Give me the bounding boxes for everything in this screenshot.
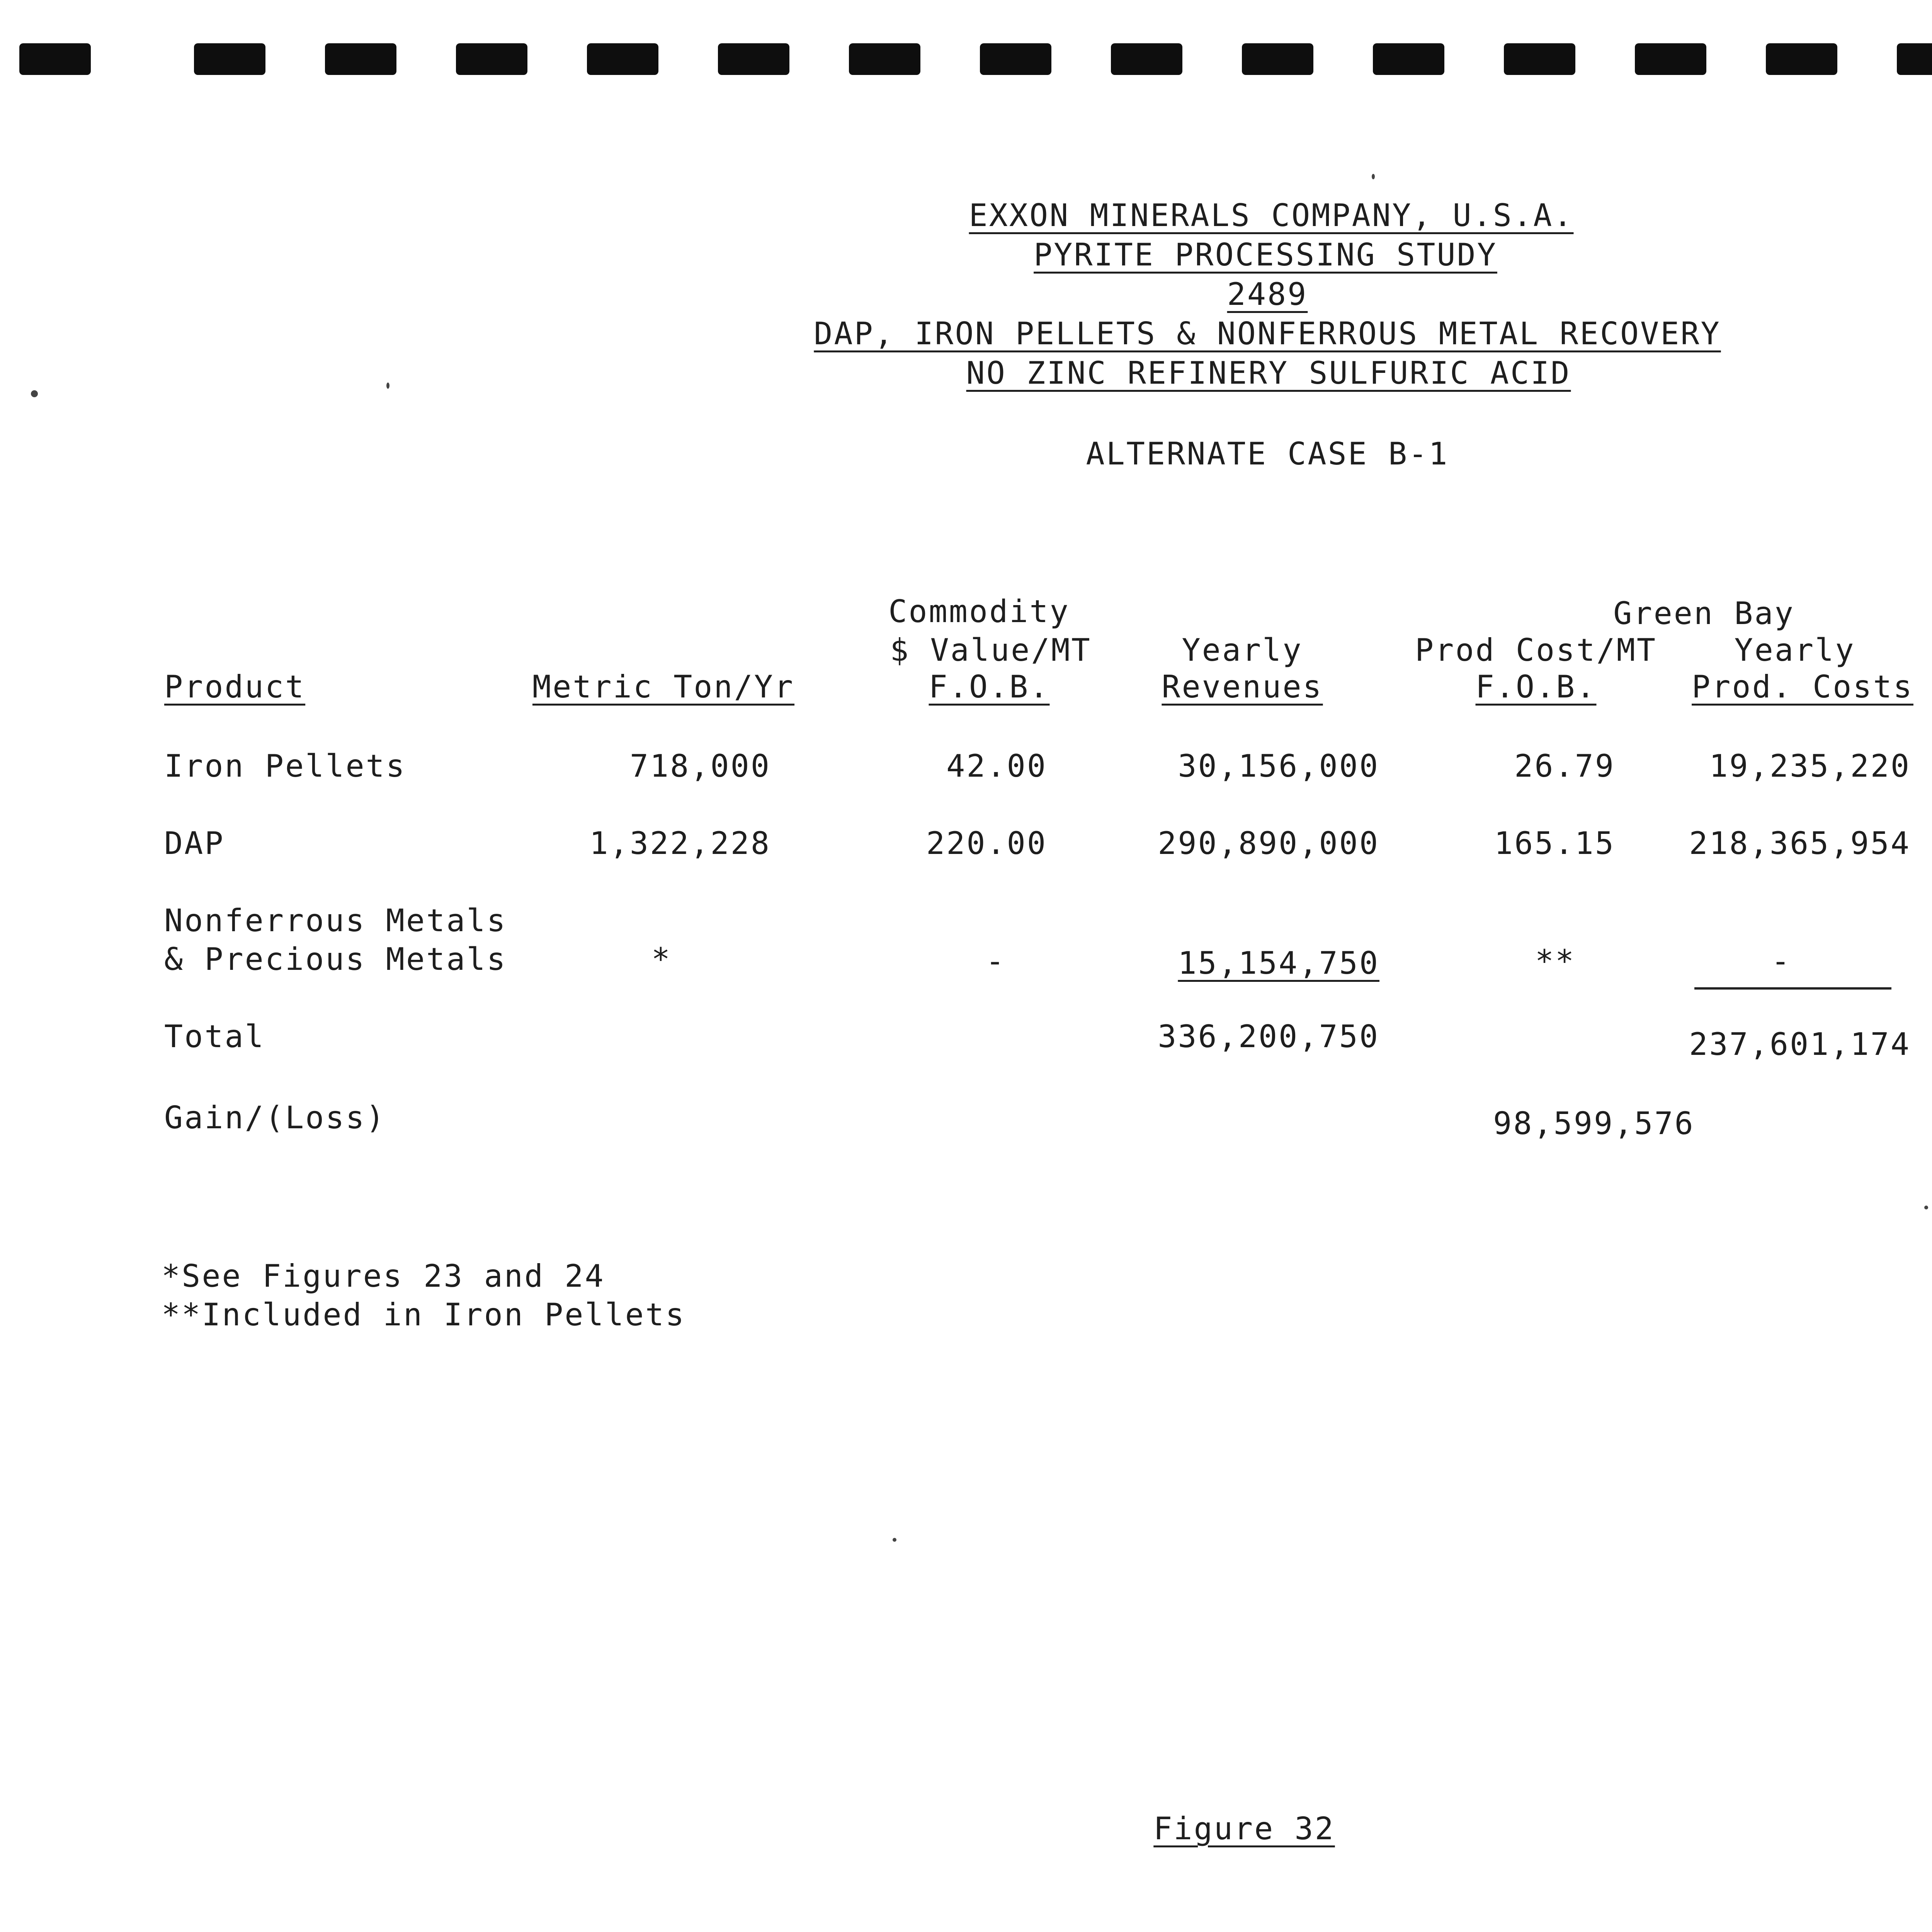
case-title: ALTERNATE CASE B-1 <box>1086 436 1449 472</box>
table-cell-commodity: - <box>985 943 1006 979</box>
perforation-hole <box>1373 43 1444 75</box>
col-header-commodity-value: $ Value/MT <box>890 632 1092 668</box>
perforation-hole <box>849 43 920 75</box>
table-cell-metric-ton: 718,000 <box>629 748 771 784</box>
perforation-hole <box>1504 43 1575 75</box>
table-row-product-line2: & Precious Metals <box>164 941 507 977</box>
perforation-hole <box>325 43 396 75</box>
table-cell-gb-cost: 165.15 <box>1494 825 1615 861</box>
footnote-two: **Included in Iron Pellets <box>162 1297 686 1333</box>
perforation-hole <box>1111 43 1182 75</box>
col-header-gb-prod-cost: Prod Cost/MT <box>1415 632 1657 668</box>
col-header-commodity-fob: F.O.B. <box>929 669 1050 705</box>
table-cell-gb-yearly: - <box>1771 943 1792 979</box>
perforation-hole <box>587 43 658 75</box>
table-cell-metric-ton: 1,322,228 <box>589 825 771 861</box>
study-title: PYRITE PROCESSING STUDY <box>1034 237 1497 273</box>
table-cell-revenues: 290,890,000 <box>1158 825 1379 861</box>
perforation-hole <box>19 43 91 75</box>
table-cell-revenues: 15,154,750 <box>1178 945 1379 981</box>
scan-speck <box>386 383 389 389</box>
table-row-product: Nonferrous Metals <box>164 903 507 939</box>
perforation-hole <box>456 43 527 75</box>
col-header-revenues: Revenues <box>1162 669 1323 705</box>
table-row-product: Iron Pellets <box>164 748 406 784</box>
perforation-hole <box>1766 43 1837 75</box>
col-header-gb-yearly: Yearly <box>1734 632 1855 668</box>
table-cell-gb-yearly: 218,365,954 <box>1689 825 1911 861</box>
company-title: EXXON MINERALS COMPANY, U.S.A. <box>969 197 1574 233</box>
perforation-hole <box>980 43 1051 75</box>
scan-speck <box>31 390 38 397</box>
table-cell-gb-cost: ** <box>1535 943 1576 979</box>
table-cell-metric-ton: * <box>651 941 672 977</box>
condition-title: NO ZINC REFINERY SULFURIC ACID <box>966 355 1571 391</box>
table-row-product: DAP <box>164 825 225 861</box>
table-cell-revenues: 30,156,000 <box>1178 748 1379 784</box>
green-bay-header: Green Bay <box>1613 595 1795 631</box>
col-header-product: Product <box>164 669 306 705</box>
perforation-hole <box>1242 43 1313 75</box>
gain-loss-label: Gain/(Loss) <box>164 1100 386 1136</box>
gain-green-bay: 98,599,576 <box>1493 1105 1695 1141</box>
table-cell-gb-cost: 26.79 <box>1514 748 1615 784</box>
figure-label: Figure 32 <box>1153 1811 1335 1847</box>
table-cell-gb-yearly: 19,235,220 <box>1709 748 1911 784</box>
perforation-hole <box>1635 43 1706 75</box>
table-cell-commodity: 42.00 <box>946 748 1047 784</box>
col-header-gb-prod-costs: Prod. Costs <box>1692 669 1913 705</box>
subtotal-rule <box>1694 987 1891 990</box>
perforation-hole <box>194 43 265 75</box>
perforation-strip <box>0 0 1932 116</box>
col-header-gb-fob: F.O.B. <box>1475 669 1597 705</box>
perforation-hole <box>1897 43 1932 75</box>
scan-speck <box>893 1538 896 1542</box>
table-cell-commodity: 220.00 <box>926 825 1047 861</box>
study-number: 2489 <box>1227 276 1308 312</box>
scan-speck <box>1924 1206 1928 1209</box>
col-header-yearly: Yearly <box>1182 632 1303 668</box>
footnote-one: *See Figures 23 and 24 <box>162 1258 605 1294</box>
col-header-commodity: Commodity <box>888 594 1070 629</box>
total-label: Total <box>164 1019 265 1054</box>
scan-speck <box>1372 174 1375 179</box>
total-gb-yearly: 237,601,174 <box>1689 1026 1911 1062</box>
perforation-hole <box>718 43 789 75</box>
total-revenues: 336,200,750 <box>1158 1019 1379 1054</box>
col-header-metric-ton: Metric Ton/Yr <box>532 669 795 705</box>
scope-title: DAP, IRON PELLETS & NONFERROUS METAL RECOVERY <box>814 316 1721 352</box>
